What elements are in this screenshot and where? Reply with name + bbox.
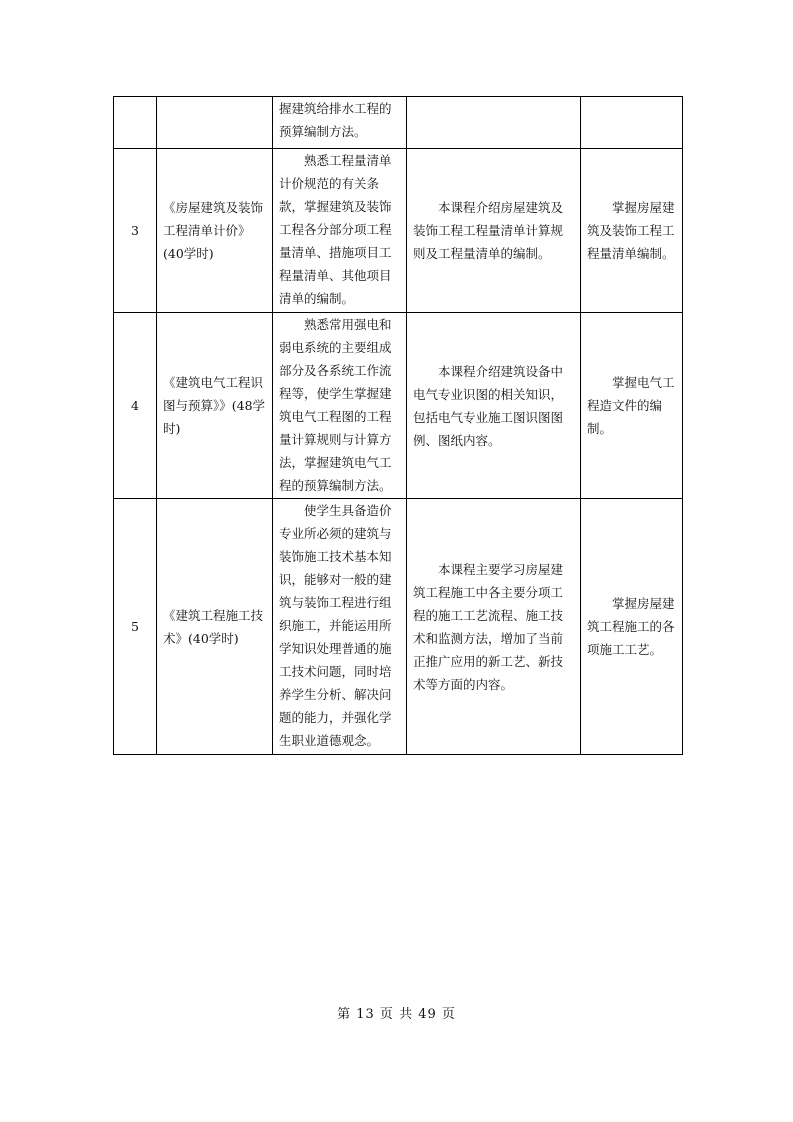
course-name [157,313,273,499]
course-requirement-text: 掌握电气工程造文件的编制。 [587,375,675,436]
course-goal-text: 熟悉工程量清单计价规范的有关条款，掌握建筑及装饰工程各分部分项工程量清单、措施项目工程量清单、其他项目清单的编制。 [279,153,392,306]
table-row [114,149,683,313]
course-goal-text: 熟悉常用强电和弱电系统的主要组成部分及各系统工作流程等，使学生掌握建筑电气工程图的工程量计算规则与计算方法，掌握建筑电气工程的预算编制方法。 [279,317,392,493]
row-number [114,97,157,149]
course-name [157,97,273,149]
course-goal [273,149,407,313]
course-content [407,149,581,313]
course-requirement [581,313,683,499]
course-content-text: 本课程介绍建筑设备中电气专业识图的相关知识，包括电气专业施工图识图图例、图纸内容。 [413,363,564,448]
course-content [407,97,581,149]
course-content-text: 本课程主要学习房屋建筑工程施工中各主要分项工程的施工工艺流程、施工技术和监测方法，增加了当前正推广应用的新工艺、新技术等方面的内容。 [413,561,564,692]
course-goal [273,499,407,755]
row-number: 3 [114,149,157,313]
course-name [157,499,273,755]
table-row [114,97,683,149]
course-requirement-text: 掌握房屋建筑工程施工的各项施工工艺。 [587,596,675,657]
course-requirement-text: 掌握房屋建筑及装饰工程工程量清单编制。 [587,200,675,261]
course-requirement [581,149,683,313]
course-content [407,499,581,755]
course-content [407,313,581,499]
course-name-text: 《建筑电气工程识图与预算》》(48学时) [163,375,266,436]
table-row [114,499,683,755]
table-row [114,313,683,499]
course-name-text: 《建筑工程施工技术》(40学时) [163,607,264,646]
course-requirement [581,499,683,755]
course-table [113,96,683,755]
course-name-text: 《房屋建筑及装饰工程清单计价》(40学时) [163,200,264,261]
course-goal [273,313,407,499]
course-requirement [581,97,683,149]
page-number-footer: 第 13 页 共 49 页 [337,1007,456,1022]
course-goal [273,97,407,149]
course-goal-text: 使学生具备造价专业所必须的建筑与装饰施工技术基本知识，能够对一般的建筑与装饰工程进行组织施工，并能运用所学知识处理普通的施工技术问题，同时培养学生分析、解决问题的能力，并强化学生职业道德观念。 [279,503,392,748]
row-number: 5 [114,499,157,755]
row-number: 4 [114,313,157,499]
course-goal-text: 握建筑给排水工程的预算编制方法。 [279,101,392,139]
course-content-text: 本课程介绍房屋建筑及装饰工程工程量清单计算规则及工程量清单的编制。 [413,200,564,261]
course-name [157,149,273,313]
